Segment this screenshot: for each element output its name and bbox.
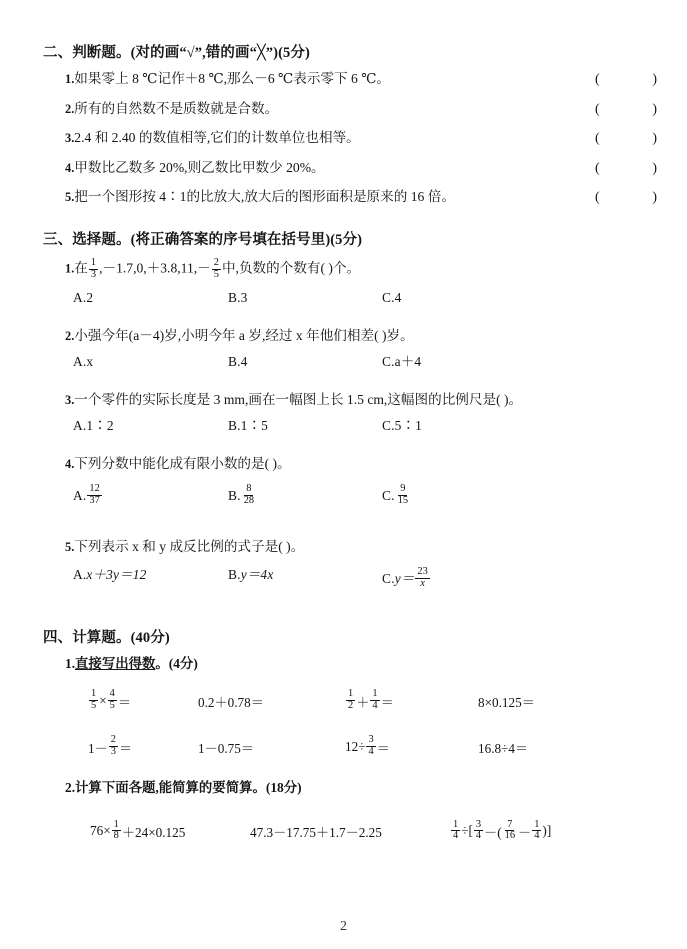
- tf-item-2-answer-blank[interactable]: [595, 101, 657, 119]
- paren-close: ): [652, 160, 657, 176]
- fraction-denominator: 5: [213, 268, 219, 280]
- mc-item-3-number: 3.: [65, 392, 75, 407]
- fraction-3-4: [474, 820, 483, 843]
- mc-item-5-option-c-expression: y＝: [394, 570, 415, 586]
- tf-item-2: [43, 101, 657, 118]
- mc-item-2-option-b[interactable]: B.4: [228, 353, 248, 369]
- mc-item-2-option-a[interactable]: A.x: [73, 353, 94, 369]
- fraction-7-16: [503, 820, 517, 843]
- fraction-numerator: 3: [368, 734, 374, 746]
- tf-item-4: [43, 160, 657, 177]
- mental-math-expr-4[interactable]: 8×0.125＝: [478, 694, 535, 710]
- paren-open: (: [595, 72, 600, 88]
- mc-item-1: [43, 258, 657, 281]
- mc-item-5-option-a-expression: x＋3y＝12: [86, 566, 147, 582]
- mc-item-1-options: [43, 291, 657, 315]
- mc-item-5-number: 5.: [65, 539, 75, 554]
- mental-math-expr-6[interactable]: 1－0.75＝: [198, 740, 255, 756]
- fraction-1-4-inner: [532, 820, 541, 843]
- fraction-denominator: 4: [372, 700, 378, 712]
- fraction-denominator: 5: [91, 700, 97, 712]
- tf-item-5-number: 5.: [65, 190, 75, 205]
- fraction-numerator: 1: [90, 256, 97, 268]
- operator-minus-paren: －(: [484, 824, 502, 840]
- fraction-denominator: 5: [109, 700, 115, 712]
- paren-close: ): [652, 131, 657, 147]
- tf-item-1: [43, 71, 657, 88]
- computation-expr-1[interactable]: 76× $\frac{1}{8}$ ＋24×0.125: [90, 818, 186, 842]
- mental-math-row-2: [43, 728, 657, 766]
- paren-open: (: [595, 131, 600, 147]
- calc-subheading-1: [65, 656, 657, 672]
- operator: ＋: [356, 694, 370, 710]
- paren-open: (: [595, 101, 600, 117]
- mc-item-2-text: 小强今年(a－4)岁,小明今年 a 岁,经过 x 年他们相差( )岁。: [74, 327, 414, 343]
- fraction-2-3: [109, 735, 118, 758]
- mc-item-1-option-c[interactable]: C.4: [382, 289, 402, 305]
- mc-item-1-lead: 在: [74, 260, 88, 276]
- fraction-denominator: 4: [534, 830, 540, 842]
- fraction-numerator: 1: [113, 818, 119, 830]
- fraction-1-8: [112, 820, 121, 843]
- mc-item-4: [43, 456, 657, 473]
- page-number: 2: [340, 919, 347, 934]
- section-multiple-choice: [43, 232, 657, 608]
- tf-item-5: [43, 189, 657, 206]
- fraction-numerator: 9: [400, 483, 406, 495]
- mental-math-expr-5[interactable]: 1－ $\frac{2}{3}$ ＝: [88, 734, 133, 758]
- tf-item-4-text: 甲数比乙数多 20%,则乙数比甲数少 20%。: [74, 159, 325, 175]
- fraction-denominator: 3: [110, 746, 116, 758]
- mc-item-3: [43, 392, 657, 409]
- fraction-numerator: 4: [109, 688, 115, 700]
- tf-item-3-answer-blank[interactable]: [595, 130, 657, 148]
- tf-item-1-text: 如果零上 8 ℃记作＋8 ℃,那么－6 ℃表示零下 6 ℃。: [74, 71, 391, 87]
- mc-item-2: [43, 328, 657, 345]
- mental-math-expr-1[interactable]: [88, 682, 131, 720]
- mc-item-1-mid: ,－1.7,0,＋3.8,11,－: [99, 260, 211, 276]
- mc-item-5-option-c[interactable]: C. y＝ $\frac{23}{x}$: [382, 566, 428, 590]
- fraction-denominator: 2: [348, 700, 354, 712]
- mc-item-4-text: 下列分数中能化成有限小数的是( )。: [74, 455, 291, 471]
- mc-item-3-option-a[interactable]: A.1∶2: [73, 417, 114, 433]
- calc-subheading-2-text: 计算下面各题,能简算的要简算。(18分): [75, 780, 302, 796]
- fraction-numerator: 1: [453, 818, 459, 830]
- paren-close: ): [652, 72, 657, 88]
- fraction-numerator: 7: [507, 818, 513, 830]
- computation-expr-2[interactable]: 47.3－17.75＋1.7－2.25: [250, 824, 382, 840]
- fraction-numerator: 1: [348, 688, 354, 700]
- paren-open: (: [595, 160, 600, 176]
- mc-item-3-option-b[interactable]: B.1∶5: [228, 417, 269, 433]
- computation-row: [43, 812, 657, 856]
- tf-item-3-number: 3.: [65, 131, 75, 146]
- fraction-numerator: 12: [89, 483, 100, 495]
- mc-item-2-option-c[interactable]: C.a＋4: [382, 353, 422, 369]
- fraction-23-over-x: [415, 567, 429, 590]
- fraction-numerator: 23: [417, 566, 428, 578]
- mental-math-expr-2[interactable]: 0.2＋0.78＝: [198, 694, 264, 710]
- fraction-12-37: [87, 484, 101, 507]
- equals-sign: ＝: [118, 740, 133, 756]
- tf-item-4-number: 4.: [65, 160, 75, 175]
- mental-math-row-1: [43, 682, 657, 720]
- calc-subheading-1-number: 1.: [65, 656, 76, 672]
- fraction-8-28: [242, 484, 256, 507]
- fraction-3-4: [366, 735, 375, 758]
- mental-math-expr-8[interactable]: 16.8÷4＝: [478, 740, 529, 756]
- fraction-numerator: 1: [372, 688, 378, 700]
- paren-open: (: [595, 190, 600, 206]
- calc-subheading-2-number: 2.: [65, 780, 76, 796]
- fraction-1-2: [346, 689, 355, 712]
- fraction-4-5: [108, 689, 117, 712]
- mc-item-5: [43, 539, 657, 556]
- fraction-denominator: 15: [397, 495, 409, 507]
- fraction-numerator: 2: [110, 734, 116, 746]
- fraction-denominator: 4: [368, 746, 374, 758]
- fraction-denominator: 4: [475, 830, 482, 842]
- operator-divide-bracket: ÷[: [461, 823, 473, 839]
- calc-subheading-1-rest: 。(4分): [155, 656, 198, 672]
- mc-item-4-option-a[interactable]: A. $\frac{12}{37}$: [73, 483, 100, 507]
- tf-item-3: [43, 130, 657, 147]
- paren-close: ): [652, 101, 657, 117]
- mc-item-5-option-b[interactable]: B. y＝4x: [228, 566, 274, 582]
- fraction-1-5: [89, 689, 98, 712]
- section-heading-calculation: 四、计算题。(40分): [43, 629, 170, 646]
- mc-item-2-number: 2.: [65, 328, 75, 343]
- mc-item-3-option-c[interactable]: C.5∶1: [382, 417, 423, 433]
- mc-item-1-option-b[interactable]: B.3: [228, 289, 248, 305]
- tf-item-2-number: 2.: [65, 101, 75, 116]
- tf-item-5-text: 把一个图形按 4∶1的比放大,放大后的图形面积是原来的 16 倍。: [74, 189, 455, 205]
- fraction-denominator: 8: [113, 830, 119, 842]
- fraction-numerator: 1: [91, 688, 97, 700]
- fraction-numerator: 3: [475, 818, 482, 830]
- fraction-denominator: 28: [243, 495, 255, 507]
- calc-subheading-2: [65, 780, 657, 796]
- mc-item-5-text: 下列表示 x 和 y 成反比例的式子是( )。: [74, 538, 305, 554]
- mc-item-2-options: [43, 355, 657, 379]
- tf-item-5-answer-blank[interactable]: [595, 189, 657, 207]
- fraction-9-15: [396, 484, 410, 507]
- tf-item-2-text: 所有的自然数不是质数就是合数。: [74, 100, 279, 116]
- equals-sign: ＝: [380, 694, 394, 710]
- fraction-denominator: 4: [453, 830, 459, 842]
- section-calculation: [43, 630, 657, 857]
- mental-math-expr-3[interactable]: [345, 682, 394, 720]
- fraction-numerator: 8: [246, 483, 252, 495]
- fraction-numerator: 1: [534, 818, 540, 830]
- operator-minus: －: [518, 824, 532, 840]
- tf-item-1-answer-blank[interactable]: [595, 71, 657, 89]
- mc-item-4-number: 4.: [65, 456, 75, 471]
- mc-item-5-option-a[interactable]: A. x＋3y＝12: [73, 566, 147, 582]
- fraction-denominator: 37: [89, 495, 100, 507]
- fraction-two-fifths: [212, 258, 221, 281]
- mc-item-3-text: 一个零件的实际长度是 3 mm,画在一幅图上长 1.5 cm,这幅图的比例尺是( )。: [74, 391, 523, 407]
- mc-item-4-option-b[interactable]: B. $\frac{8}{28}$: [228, 483, 255, 507]
- mc-item-1-number: 1.: [65, 261, 75, 276]
- tf-item-1-number: 1.: [65, 72, 75, 87]
- tf-item-4-answer-blank[interactable]: [595, 160, 657, 178]
- section-true-false: [43, 45, 657, 206]
- equals-sign: ＝: [117, 694, 132, 710]
- fraction-1-4: [451, 820, 460, 843]
- section-heading-true-false: 二、判断题。(对的画“√”,错的画“╳”)(5分): [43, 45, 310, 61]
- mc-item-1-tail: 中,负数的个数有( )个。: [221, 260, 361, 276]
- fraction-1-4: [370, 689, 379, 712]
- operator: ×: [99, 693, 107, 709]
- mc-item-4-option-c[interactable]: C. $\frac{9}{15}$: [382, 483, 409, 507]
- fraction-denominator: 16: [504, 830, 516, 842]
- fraction-denominator: 3: [90, 268, 97, 280]
- equals-sign: ＝: [376, 740, 390, 756]
- closing-brackets: )]: [542, 823, 552, 839]
- calc-subheading-1-underlined: 直接写出得数: [75, 656, 156, 672]
- mental-math-expr-7[interactable]: 12÷ $\frac{3}{4}$ ＝: [345, 734, 390, 758]
- tf-item-3-text: 2.4 和 2.40 的数值相等,它们的计数单位也相等。: [74, 130, 360, 146]
- mc-item-5-option-b-expression: y＝4x: [240, 566, 274, 582]
- mc-item-3-options: [43, 419, 657, 443]
- fraction-one-third: [89, 258, 98, 281]
- fraction-denominator: x: [420, 578, 425, 590]
- computation-expr-3[interactable]: [450, 812, 551, 850]
- mc-item-5-options: [43, 568, 657, 608]
- mc-item-4-options: [43, 485, 657, 525]
- mc-item-1-option-a[interactable]: A.2: [73, 289, 94, 305]
- fraction-numerator: 2: [213, 256, 219, 268]
- section-heading-multiple-choice: 三、选择题。(将正确答案的序号填在括号里)(5分): [43, 231, 363, 248]
- paren-close: ): [652, 190, 657, 206]
